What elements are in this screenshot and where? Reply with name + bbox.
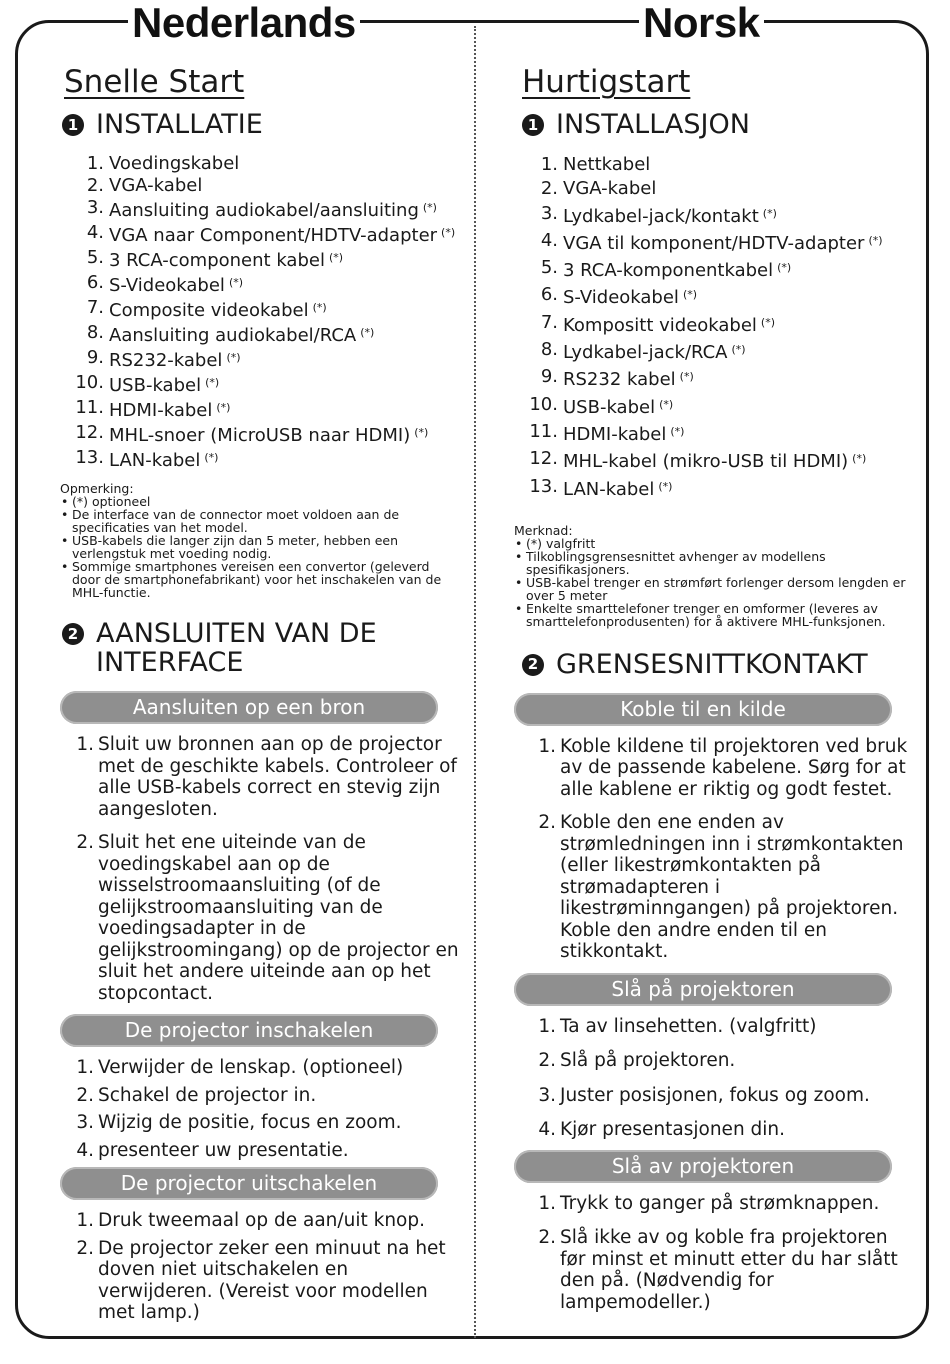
step-number: 2. <box>76 1084 94 1106</box>
list-item <box>514 177 914 201</box>
optional-marker: (*) <box>312 301 327 314</box>
list-item <box>514 393 914 420</box>
power-off-steps <box>60 1210 460 1324</box>
cable-list <box>514 153 914 502</box>
item-number: 2. <box>540 178 558 200</box>
optional-marker: (*) <box>658 479 673 493</box>
item-label: VGA naar Component/HDTV-adapter <box>109 225 438 246</box>
step-item <box>60 734 460 820</box>
item-number: 10. <box>529 393 558 415</box>
item-text <box>563 153 650 177</box>
step-number: 3. <box>538 1084 556 1106</box>
note-text: Tilkoblingsgrensesnittet avhenger av modellens spesifikasjoners. <box>526 548 826 577</box>
item-text <box>109 372 219 397</box>
optional-marker: (*) <box>760 315 776 329</box>
item-text <box>109 175 202 197</box>
step-text: Koble kildene til projektoren ved bruk av de passende kabelene. Sørg for at alle kablene er riktig og godt festet. <box>560 735 908 800</box>
list-item <box>514 229 914 256</box>
list-item <box>514 447 914 474</box>
item-number: 12. <box>75 422 104 443</box>
item-number: 5. <box>540 257 558 279</box>
step-item <box>522 1050 914 1072</box>
step-item <box>522 1119 914 1141</box>
note-title: Merknad: <box>514 522 573 538</box>
step-number: 1. <box>76 734 94 755</box>
step-item <box>522 1016 914 1038</box>
item-number: 11. <box>529 420 558 442</box>
step-item <box>522 736 914 801</box>
lang-title-dutch: Nederlands <box>128 0 360 46</box>
step-text: presenteer uw presentatie. <box>98 1139 349 1161</box>
list-item <box>60 422 460 447</box>
item-text <box>109 222 455 247</box>
column-divider <box>474 26 476 1338</box>
item-text <box>563 311 775 338</box>
step-number: 4. <box>76 1139 94 1161</box>
step-number: 4. <box>538 1119 556 1141</box>
note-title: Opmerking: <box>60 481 134 496</box>
step-item <box>60 1238 460 1324</box>
item-number: 8. <box>86 322 104 343</box>
step-text: Sluit uw bronnen aan op de projector met de geschikte kabels. Controleer of alle USB-kabels correct en stevig zijn aangesloten. <box>98 734 457 820</box>
step-item <box>522 1085 914 1107</box>
item-text <box>109 247 343 272</box>
item-number: 11. <box>75 397 104 418</box>
list-item <box>60 297 460 322</box>
step-number: 2. <box>538 1050 556 1072</box>
step-number: 2. <box>76 1237 94 1259</box>
note-block <box>514 524 914 628</box>
optional-marker: (*) <box>328 251 344 264</box>
step-item <box>60 1210 460 1232</box>
item-text <box>563 365 694 392</box>
item-label: 3 RCA-komponentkabel <box>563 260 774 282</box>
list-item <box>514 420 914 447</box>
step-text: Wijzig de positie, focus en zoom. <box>98 1112 402 1133</box>
item-number: 12. <box>529 448 558 470</box>
item-number: 6. <box>540 284 558 306</box>
item-text <box>563 177 656 201</box>
subsection-power-off: Slå av projektoren <box>514 1150 892 1183</box>
subsection-power-on: De projector inschakelen <box>60 1014 438 1047</box>
subsection-power-on: Slå på projektoren <box>514 973 892 1006</box>
list-item <box>60 447 460 472</box>
item-number: 6. <box>86 272 104 293</box>
step-number: 1. <box>538 1015 556 1037</box>
section-title: INSTALLASJON <box>556 109 750 140</box>
item-label: RS232 kabel <box>563 369 676 391</box>
section-number-icon: 1 <box>522 114 544 136</box>
item-label: Lydkabel-jack/RCA <box>563 342 728 364</box>
item-number: 10. <box>75 372 104 393</box>
item-label: Composite videokabel <box>109 300 309 321</box>
section-title: AANSLUITEN VAN DE INTERFACE <box>96 618 377 678</box>
step-text: Sluit het ene uiteinde van de voedingskabel aan op de wisselstroomaansluiting (of de gelijkstroomaansluiting van de voedingsadapter in de gelijkstroomingang) op de projector en sluit het andere uiteinde aan op het stopcontact. <box>98 832 459 1004</box>
step-text: Druk tweemaal op de aan/uit knop. <box>98 1210 425 1231</box>
step-number: 1. <box>538 735 556 757</box>
subsection-power-off: De projector uitschakelen <box>60 1167 438 1200</box>
list-item <box>60 372 460 397</box>
bullet-icon: • <box>61 507 69 522</box>
subsection-connect-source: Koble til en kilde <box>514 693 892 726</box>
section-title: GRENSESNITTKONTAKT <box>556 648 868 680</box>
item-label: MHL-snoer (MicroUSB naar HDMI) <box>109 425 411 446</box>
item-label: VGA til komponent/HDTV-adapter <box>563 232 865 254</box>
item-number: 4. <box>86 222 104 243</box>
optional-marker: (*) <box>422 201 437 214</box>
list-item <box>60 247 460 272</box>
step-text: Ta av linsehetten. (valgfritt) <box>560 1015 817 1037</box>
section-installation <box>520 110 914 139</box>
bullet-icon: • <box>515 535 523 551</box>
step-text: De projector zeker een minuut na het doven niet uitschakelen en verwijderen. (Vereist voor modellen met lamp.) <box>98 1237 446 1323</box>
step-text: Verwijder de lenskap. (optioneel) <box>98 1057 404 1078</box>
item-number: 13. <box>529 475 558 497</box>
item-text <box>109 297 327 322</box>
optional-marker: (*) <box>360 326 375 339</box>
section-title: INSTALLATIE <box>96 109 263 140</box>
section-number-icon: 2 <box>62 623 84 645</box>
step-text: Slå ikke av og koble fra projektoren før minst et minutt etter du har slått den på. (Nødvendig for lampemodeller.) <box>560 1227 898 1313</box>
item-number: 4. <box>540 229 558 251</box>
step-text: Juster posisjonen, fokus og zoom. <box>560 1084 870 1106</box>
item-number: 13. <box>75 447 104 468</box>
item-number: 8. <box>540 339 558 361</box>
item-text <box>563 283 697 310</box>
list-item <box>60 222 460 247</box>
optional-marker: (*) <box>682 288 698 302</box>
optional-marker: (*) <box>228 276 244 289</box>
note-item <box>514 550 914 576</box>
list-item <box>514 311 914 338</box>
item-number: 9. <box>540 366 558 388</box>
section-installation <box>60 110 460 139</box>
item-number: 2. <box>86 175 104 196</box>
optional-marker: (*) <box>226 351 241 364</box>
connect-steps <box>522 736 914 963</box>
step-item <box>522 812 914 963</box>
item-text <box>563 393 673 420</box>
step-number: 2. <box>538 812 556 834</box>
item-label: Aansluiting audiokabel/RCA <box>109 325 357 346</box>
cable-list <box>60 153 460 472</box>
item-text <box>109 347 241 372</box>
note-text: (*) valgfritt <box>526 535 596 551</box>
note-item <box>60 560 460 599</box>
list-item <box>60 322 460 347</box>
note-list <box>514 537 914 628</box>
power-on-steps <box>522 1016 914 1141</box>
norwegian-column <box>514 58 914 1326</box>
optional-marker: (*) <box>731 343 746 357</box>
list-item <box>60 153 460 175</box>
section-interface <box>60 619 460 677</box>
item-label: RS232-kabel <box>109 350 223 371</box>
optional-marker: (*) <box>679 370 694 384</box>
note-text: Sommige smartphones vereisen een convertor (geleverd door de smartphonefabrikant) voor het inschakelen van de MHL-functie. <box>72 559 442 600</box>
item-label: S-Videokabel <box>109 275 225 296</box>
step-text: Slå på projektoren. <box>560 1050 736 1072</box>
item-number: 1. <box>86 153 104 174</box>
note-item <box>60 508 460 534</box>
subsection-connect-source: Aansluiten op een bron <box>60 691 438 724</box>
item-number: 3. <box>86 197 104 218</box>
item-text <box>563 420 684 447</box>
item-label: Lydkabel-jack/kontakt <box>563 205 759 227</box>
quick-start-title: Snelle Start <box>64 64 245 100</box>
item-text <box>109 447 218 472</box>
note-block <box>60 482 460 599</box>
item-number: 1. <box>540 154 558 175</box>
optional-marker: (*) <box>204 451 219 464</box>
note-text: USB-kabel trenger en strømført forlenger dersom lengden er over 5 meter <box>526 574 906 603</box>
step-item <box>522 1193 914 1215</box>
step-text: Trykk to ganger på strømknappen. <box>560 1192 880 1214</box>
item-label: USB-kabel <box>563 396 656 418</box>
step-item <box>60 1112 460 1134</box>
note-text: Enkelte smarttelefoner trenger en omformer (leveres av smarttelefonprodusenten) for å aktivere MHL-funksjonen. <box>526 600 886 629</box>
note-item <box>514 537 914 550</box>
item-number: 5. <box>86 247 104 268</box>
step-number: 2. <box>76 832 94 853</box>
note-text: De interface van de connector moet voldoen aan de specificaties van het model. <box>72 507 400 535</box>
optional-marker: (*) <box>670 424 685 438</box>
step-number: 2. <box>538 1227 556 1249</box>
bullet-icon: • <box>515 574 523 590</box>
bullet-icon: • <box>61 533 69 548</box>
item-text <box>109 422 428 447</box>
item-number: 7. <box>540 311 558 333</box>
step-number: 1. <box>76 1210 94 1231</box>
optional-marker: (*) <box>762 206 777 220</box>
list-item <box>60 197 460 222</box>
item-label: LAN-kabel <box>563 478 655 500</box>
step-number: 3. <box>76 1112 94 1133</box>
note-item <box>514 602 914 628</box>
item-label: VGA-kabel <box>563 178 657 200</box>
list-item <box>514 338 914 365</box>
note-text: (*) optioneel <box>72 494 151 509</box>
item-label: S-Videokabel <box>563 287 679 309</box>
item-text <box>563 447 866 474</box>
step-item <box>60 832 460 1004</box>
section-number-icon: 2 <box>522 654 544 676</box>
list-item <box>60 397 460 422</box>
optional-marker: (*) <box>216 401 231 414</box>
step-text: Schakel de projector in. <box>98 1084 317 1106</box>
optional-marker: (*) <box>414 426 429 439</box>
optional-marker: (*) <box>441 226 456 239</box>
optional-marker: (*) <box>868 233 883 247</box>
item-text <box>109 397 230 422</box>
item-text <box>109 153 239 175</box>
item-text <box>563 475 672 502</box>
item-text <box>109 197 437 222</box>
item-label: HDMI-kabel <box>109 400 213 421</box>
item-label: MHL-kabel (mikro-USB til HDMI) <box>563 451 849 473</box>
list-item <box>514 283 914 310</box>
item-text <box>563 256 791 283</box>
step-item <box>522 1227 914 1313</box>
note-text: USB-kabels die langer zijn dan 5 meter, hebben een verlengstuk met voeding nodig. <box>72 533 399 561</box>
optional-marker: (*) <box>852 452 867 466</box>
item-text <box>563 229 883 256</box>
step-text: Koble den ene enden av strømledningen inn i strømkontakten (eller likestrømkontakten på strømadapteren i likestrøminngangen) på projektoren. Koble den andre enden til en stikkontakt. <box>560 812 904 963</box>
item-label: VGA-kabel <box>109 175 203 196</box>
item-text <box>563 202 777 229</box>
power-on-steps <box>60 1057 460 1161</box>
note-item <box>514 576 914 602</box>
item-number: 3. <box>540 202 558 224</box>
step-item <box>60 1057 460 1079</box>
item-text <box>109 272 243 297</box>
item-number: 9. <box>86 347 104 368</box>
item-label: Nettkabel <box>563 154 651 175</box>
item-number: 7. <box>86 297 104 318</box>
step-number: 1. <box>76 1057 94 1078</box>
item-label: 3 RCA-component kabel <box>109 250 325 271</box>
dutch-column <box>60 58 460 1330</box>
quick-start-title: Hurtigstart <box>522 64 691 100</box>
lang-title-norwegian: Norsk <box>639 0 764 46</box>
section-number-icon: 1 <box>62 114 84 136</box>
item-label: USB-kabel <box>109 375 202 396</box>
bullet-icon: • <box>515 548 523 564</box>
step-text: Kjør presentasjonen din. <box>560 1119 786 1141</box>
list-item <box>60 175 460 197</box>
item-label: Kompositt videokabel <box>563 314 757 336</box>
list-item <box>60 272 460 297</box>
list-item <box>60 347 460 372</box>
item-text <box>563 338 746 365</box>
item-text <box>109 322 374 347</box>
item-label: LAN-kabel <box>109 450 201 471</box>
section-interface <box>520 650 914 679</box>
bullet-icon: • <box>515 600 523 616</box>
bullet-icon: • <box>61 559 69 574</box>
note-list <box>60 495 460 599</box>
step-number: 1. <box>538 1192 556 1214</box>
step-item <box>60 1085 460 1107</box>
list-item <box>514 256 914 283</box>
power-off-steps <box>522 1193 914 1314</box>
list-item <box>514 475 914 502</box>
list-item <box>514 202 914 229</box>
bullet-icon: • <box>61 494 69 509</box>
optional-marker: (*) <box>777 261 792 275</box>
list-item <box>514 365 914 392</box>
optional-marker: (*) <box>205 376 220 389</box>
item-label: HDMI-kabel <box>563 423 667 445</box>
connect-steps <box>60 734 460 1004</box>
list-item <box>514 153 914 177</box>
optional-marker: (*) <box>659 397 674 411</box>
step-item <box>60 1140 460 1162</box>
item-label: Voedingskabel <box>109 153 240 174</box>
note-item <box>60 534 460 560</box>
item-label: Aansluiting audiokabel/aansluiting <box>109 200 419 221</box>
